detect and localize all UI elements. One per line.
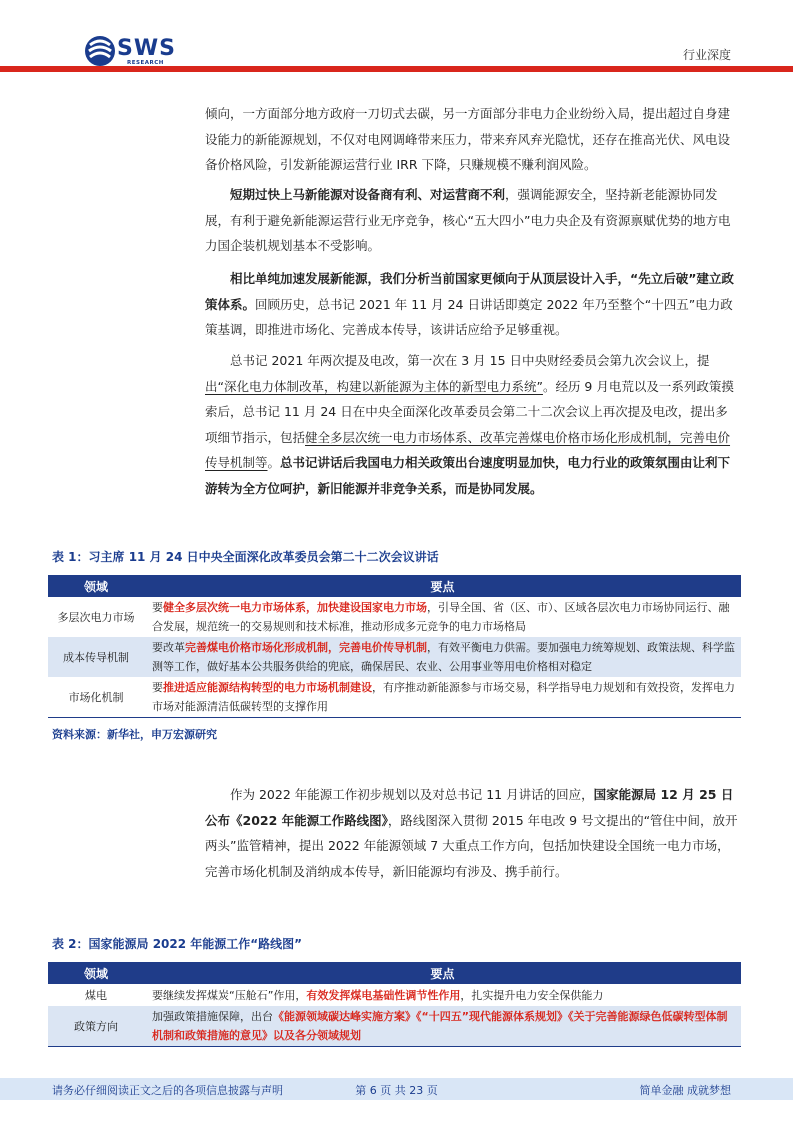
table-row — [48, 597, 741, 637]
row-field: 煤电 — [85, 988, 107, 1002]
row-field: 多层次电力市场 — [57, 610, 135, 624]
table-row — [48, 637, 741, 677]
table2-caption: 表 2：国家能源局 2022 年能源工作“路线图” — [52, 937, 303, 951]
header-red-band — [0, 66, 793, 72]
row-field: 政策方向 — [74, 1019, 118, 1033]
row-points: 加强政策措施保障，出台《能源领域碳达峰实施方案》《“十四五”现代能源体系规划》《关于完善能源绿色低碳转型体制机制和政策措施的意见》以及各分领域规划 — [152, 1010, 728, 1042]
header-tag: 行业深度 — [682, 48, 731, 62]
row-field: 成本传导机制 — [63, 650, 129, 664]
table2-col-points: 要点 — [430, 966, 455, 981]
row-points: 要推进适应能源结构转型的电力市场机制建设，有序推动新能源参与市场交易，科学指导电力规划和有效投资，发挥电力市场对能源清洁低碳转型的支撑作用 — [152, 681, 735, 713]
table1-caption: 表 1：习主席 11 月 24 日中央全面深化改革委员会第二十二次会议讲话 — [52, 550, 439, 564]
paragraph-5: 作为 2022 年能源工作初步规划以及对总书记 11 月讲话的回应，国家能源局 12 月 25 日公布《2022 年能源工作路线图》，路线图深入贯彻 2015 年电改 9 号文提出的“管住中间，放开两头”监管精神，提出 2022 年能源领域 7 大重点工作方向，包括加快建设全国统一电力市场，完善市场化机制及消纳成本传导，新旧能源均有涉及、携手前行。 — [205, 787, 738, 879]
table-row — [48, 677, 741, 718]
footer-slogan: 简单金融 成就梦想 — [639, 1084, 731, 1097]
table1 — [48, 575, 741, 718]
footer-disclaimer: 请务必仔细阅读正文之后的各项信息披露与声明 — [52, 1084, 283, 1097]
paragraph-3: 相比单纯加速发展新能源，我们分析当前国家更倾向于从顶层设计入手，“先立后破”建立政策体系。回顾历史，总书记 2021 年 11 月 24 日讲话即奠定 2022 年乃至整个“十四五”电力政策基调，即推进市场化、完善成本传导，该讲话应给予足够重视。 — [205, 271, 734, 337]
table1-col-field: 领域 — [83, 579, 108, 594]
brand-sub: RESEARCH — [127, 60, 164, 66]
brand-name: SWS — [117, 36, 176, 61]
table-row — [48, 1006, 741, 1047]
paragraph-4: 总书记 2021 年两次提及电改，第一次在 3 月 15 日中央财经委员会第九次会议上，提出“深化电力体制改革，构建以新能源为主体的新型电力系统”。经历 9 月电荒以及一系列政策摸索后，总书记 11 月 24 日在中央全面深化改革委员会第二十二次会议上再次提及电改，提出多项细节指示，包括健全多层次统一电力市场体系、改革完善煤电价格市场化形成机制，完善电价传导机制等。总书记讲话后我国电力相关政策出台速度明显加快，电力行业的政策氛围由让利下游转为全方位呵护，新旧能源并非竞争关系，而是协同发展。 — [205, 353, 734, 496]
row-points: 要改革完善煤电价格市场化形成机制，完善电价传导机制，有效平衡电力供需。要加强电力统筹规划、政策法规、科学监测等工作，做好基本公共服务供给的兜底，确保居民、农业、公用事业等用电价格相对稳定 — [152, 641, 735, 673]
table-row — [48, 984, 741, 1006]
table1-col-points: 要点 — [430, 579, 455, 594]
paragraph-2: 短期过快上马新能源对设备商有利、对运营商不利，强调能源安全，坚持新老能源协同发展，有利于避免新能源运营行业无序竞争，核心“五大四小”电力央企及有资源禀赋优势的地方电力国企装机规划基本不受影响。 — [205, 187, 731, 253]
table1-header — [48, 575, 741, 597]
table2 — [48, 962, 741, 1047]
row-points: 要继续发挥煤炭“压舱石”作用，有效发挥煤电基础性调节性作用，扎实提升电力安全保供能力 — [152, 988, 604, 1002]
row-field: 市场化机制 — [68, 690, 124, 704]
row-points: 要健全多层次统一电力市场体系，加快建设国家电力市场，引导全国、省（区、市）、区域各层次电力市场协同运行、融合发展，规范统一的交易规则和技术标准，推动形成多元竞争的电力市场格局 — [152, 601, 730, 633]
paragraph-1: 倾向，一方面部分地方政府一刀切式去碳，另一方面部分非电力企业纷纷入局，提出超过自身建设能力的新能源规划，不仅对电网调峰带来压力，带来弃风弃光隐忧，还存在推高光伏、风电设备价格风险，引发新能源运营行业 IRR 下降，只赚规模不赚利润风险。 — [205, 106, 731, 172]
table1-source: 资料来源：新华社，申万宏源研究 — [52, 728, 217, 741]
table2-header — [48, 962, 741, 984]
footer-page-number: 第 6 页 共 23 页 — [355, 1084, 438, 1097]
table2-col-field: 领域 — [83, 966, 108, 981]
